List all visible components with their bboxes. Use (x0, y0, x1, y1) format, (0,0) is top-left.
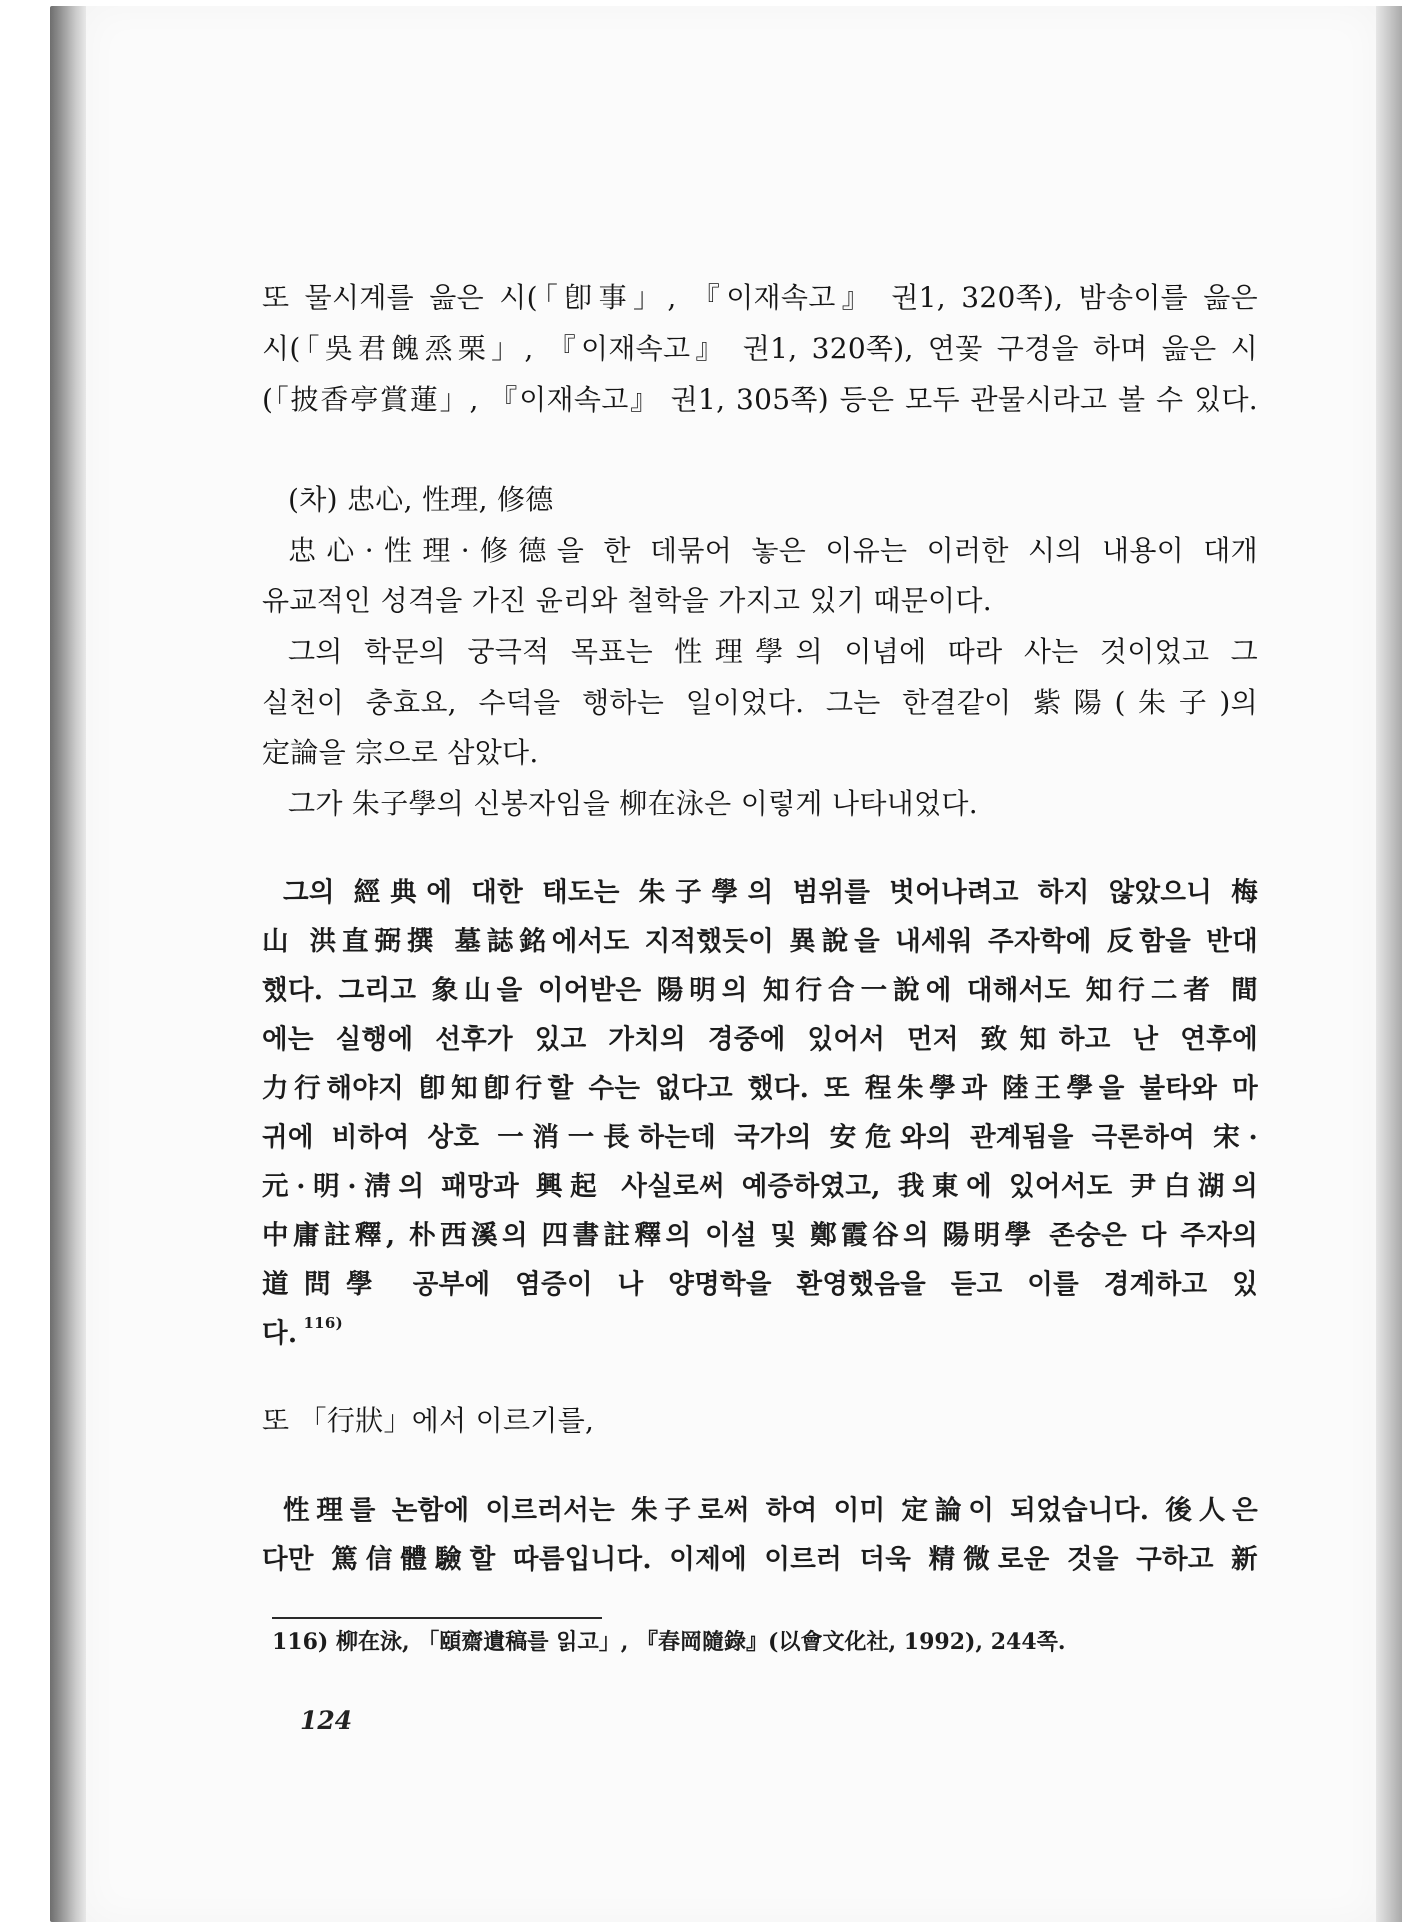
block-quote-last-text: 다. (262, 1318, 298, 1349)
block-quote-line: 元·明·淸의 패망과 興起 사실로써 예증하였고, 我東에 있어서도 尹白湖의 (262, 1171, 1258, 1202)
body-text-line: 그의 학문의 궁극적 목표는 性理學의 이념에 따라 사는 것이었고 그 (288, 635, 1258, 668)
block-quote-line: 했다. 그리고 象山을 이어받은 陽明의 知行合一說에 대해서도 知行二者 間 (262, 975, 1258, 1006)
block-quote-line: 귀에 비하여 상호 一消一長하는데 국가의 安危와의 관계됨을 극론하여 宋· (262, 1122, 1258, 1153)
body-text-line: 유교적인 성격을 가진 윤리와 철학을 가지고 있기 때문이다. (262, 584, 992, 617)
book-page-edge (1376, 6, 1402, 1922)
block-quote-line (262, 1309, 1258, 1359)
body-text-line: 실천이 충효요, 수덕을 행하는 일이었다. 그는 한결같이 紫陽(朱子)의 (262, 686, 1258, 719)
block-quote-line: 다만 篤信體驗할 따름입니다. 이제에 이르러 더욱 精微로운 것을 구하고 新 (262, 1544, 1258, 1575)
body-text-line: 忠心·性理·修德을 한 데묶어 놓은 이유는 이러한 시의 내용이 대개 (288, 534, 1258, 567)
body-text-line: 그가 朱子學의 신봉자임을 柳在泳은 이렇게 나타내었다. (288, 787, 978, 820)
page-number: 124 (300, 1706, 353, 1735)
block-quote-line: 그의 經典에 대한 태도는 朱子學의 범위를 벗어나려고 하지 않았으니 梅 (283, 877, 1258, 908)
block-quote-line: 中庸註釋, 朴西溪의 四書註釋의 이설 및 鄭霞谷의 陽明學 존숭은 다 주자의 (262, 1220, 1258, 1251)
block-quote-line: 에는 실행에 선후가 있고 가치의 경중에 있어서 먼저 致知하고 난 연후에 (262, 1024, 1258, 1055)
body-text-line: 또 「行狀」에서 이르기를, (262, 1404, 595, 1437)
block-quote-line: 力行해야지 卽知卽行할 수는 없다고 했다. 또 程朱學과 陸王學을 불타와 마 (262, 1073, 1258, 1104)
body-text-line: 시(「吳君餽烝栗」, 『이재속고』 권1, 320쪽), 연꽃 구경을 하며 읊은 시 (262, 332, 1258, 365)
footnote-divider (272, 1617, 602, 1619)
section-heading: (차) 忠心, 性理, 修德 (288, 483, 554, 516)
body-text-line: 定論을 宗으로 삼았다. (262, 736, 539, 769)
footnote-reference: 116) (303, 1314, 344, 1332)
footnote: 116) 柳在泳, 「頤齋遺稿를 읽고」, 『春岡隨錄』(以會文化社, 1992), 244쪽. (272, 1629, 1066, 1655)
block-quote-line: 道問學 공부에 염증이 나 양명학을 환영했음을 듣고 이를 경계하고 있 (262, 1269, 1258, 1300)
body-text-line: (「披香亭賞蓮」, 『이재속고』 권1, 305쪽) 등은 모두 관물시라고 볼 수 있다. (262, 383, 1258, 416)
block-quote-line: 山 洪直弼撰 墓誌銘에서도 지적했듯이 異說을 내세워 주자학에 反함을 반대 (262, 926, 1258, 957)
book-spine-edge (50, 6, 86, 1922)
block-quote-line: 性理를 논함에 이르러서는 朱子로써 하여 이미 定論이 되었습니다. 後人은 (283, 1495, 1258, 1526)
body-text-line: 또 물시계를 읊은 시(「卽事」, 『이재속고』 권1, 320쪽), 밤송이를 읊은 (262, 281, 1258, 314)
